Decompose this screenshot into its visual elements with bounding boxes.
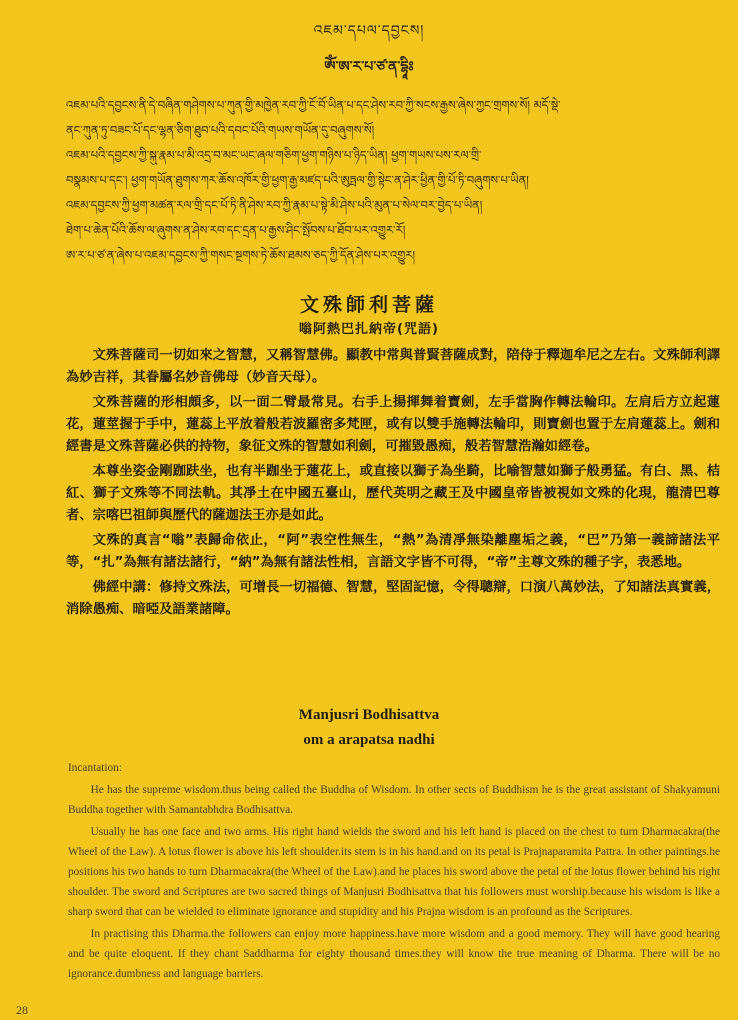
- english-title: Manjusri Bodhisattva: [298, 707, 440, 723]
- tibetan-mantra: ཨོཾ་ཨ་ར་པ་ཙ་ན་དྷཱིཿ: [324, 59, 414, 75]
- chinese-text-block: [66, 345, 720, 624]
- chinese-paragraph: 文殊菩薩司一切如來之智慧，又稱智慧佛。顯教中常與普賢菩薩成對，陪侍于釋迦牟尼之左右。文殊師利譯為妙吉祥，其眷屬名妙音佛母（妙音天母）。: [66, 348, 720, 385]
- english-text-block: [68, 758, 720, 986]
- tibetan-line: འཇམ་པའི་དབྱངས་ཀྱི་སྐུ་རྣམ་པ་མི་འདྲ་བ་མང་ཡང་ཞལ་གཅིག་ཕྱག་གཉིས་པ་ཉིད་ཡིན། ཕྱག་གཡས་པས་རལ་གྲི་: [66, 148, 482, 162]
- page-number: 28: [16, 1003, 28, 1017]
- tibetan-line: བསྣམས་པ་དང་། ཕྱག་གཡོན་ཐུགས་ཀར་ཆོས་འཁོར་གྱི་ཕྱག་རྒྱ་མཛད་པའི་ཨུཏྤལ་གྱི་སྟེང་ན་ཤེར་ཕྱིན་གྱི་པོ་ཏི་བཞུགས་པ་ཡིན།: [66, 173, 529, 187]
- english-paragraph: Usually he has one face and two arms. His right hand wields the sword and his left hand is placed on the chest to turn Dharmacakra(the Wheel of the Law). A lotus flower is above his left shoulder.its stem is in his hand.and on its petal is Prajnaparamita Pattra. In other paintings.he positions his two hands to turn Dharmacakra(the Wheel of the Law).and he places his sword above the petal of the lotus flower behind his right shoulder. The sword and Scriptures are two sacred things of Manjusri Bodhisattva that his followers must worship.because his wisdom is like a sharp sword that can be wielded to eliminate ignorance and stupidity and his Prajna wisdom is an profound as the Scriptures.: [68, 826, 720, 918]
- tibetan-line: ནང་ཀུན་ཏུ་བཟང་པོ་དང་ལྷན་ཅིག་ཐུབ་པའི་དབང་པོའི་གཡས་གཡོན་དུ་བཞུགས་སོ།: [66, 123, 375, 137]
- english-paragraph: In practising this Dharma.the followers can enjoy more happiness.have more wisdom and a good memory. They will have good hearing and be quite eloquent. If they chant Saddharma for eighty thousand times.they will know the true meaning of Dharma. There will be no ignorance.dumbness and language barriers.: [68, 928, 720, 980]
- tibetan-title: འཇམ་དཔལ་དབྱངས།: [313, 23, 425, 39]
- chinese-paragraph: 文殊菩薩的形相頗多，以一面二臂最常見。右手上揚揮舞着寶劍，左手當胸作轉法輪印。左肩后方立起蓮花，蓮莖握于手中，蓮蕊上平放着般若波羅密多梵匣，或有以雙手施轉法輪印，則寶劍也置于左肩蓮蕊上。劍和經書是文殊菩薩必供的持物，象征文殊的智慧如利劍，可摧毀愚痴，般若智慧浩瀚如經卷。: [66, 395, 720, 454]
- chinese-title: 文殊師利菩薩: [299, 294, 438, 316]
- tibetan-line: ཨ་ར་པ་ཙ་ན་ཞེས་པ་འཇམ་དབྱངས་ཀྱི་གསང་སྔགས་ཏེ་ཆོས་ཐམས་ཅད་ཀྱི་དོན་ཤེས་པར་འགྱུར།: [66, 248, 416, 262]
- english-mantra: om a arapatsa nadhi: [303, 732, 435, 748]
- chinese-paragraph: 本尊坐姿金剛跏趺坐，也有半跏坐于蓮花上，或直接以獅子為坐騎，比喻智慧如獅子般勇猛。有白、黑、桔紅、獅子文殊等不同法軌。其凈土在中國五臺山，歷代英明之藏王及中國皇帝皆被視如文殊的化現，龍清巴尊者、宗喀巴祖師與歷代的薩迦法王亦是如此。: [66, 464, 720, 523]
- tibetan-line: འཇམ་དབྱངས་ཀྱི་ཕྱག་མཚན་རལ་གྲི་དང་པོ་ཏི་ནི་ཤེས་རབ་ཀྱི་རྣམ་པ་སྟེ་མི་ཤེས་པའི་མུན་པ་སེལ་བར་བྱེད་པ་ཡིན།: [66, 198, 483, 212]
- english-label: Incantation:: [68, 762, 122, 774]
- tibetan-line: འཇམ་པའི་དབྱངས་ནི་དེ་བཞིན་གཤེགས་པ་ཀུན་གྱི་མཁྱེན་རབ་ཀྱི་ངོ་བོ་ཡིན་པ་དང་ཤེས་རབ་ཀྱི་སངས་རྒྱས་ཞེས་ཀྱང་གྲགས་སོ། མདོ་སྡེ་: [66, 98, 561, 112]
- tibetan-text-block: [66, 96, 716, 271]
- english-paragraph: He has the supreme wisdom.thus being called the Buddha of Wisdom. In other sects of Buddhism he is the great assistant of Shakyamuni Buddha together with Samantabhdra Bodhisattva.: [68, 784, 720, 816]
- chinese-paragraph: 文殊的真言“嗡”表歸命依止，“阿”表空性無生，“熱”為清凈無染離塵垢之義，“巴”乃第一義諦諸法平等，“扎”為無有諸法諸行，“納”為無有諸法性相，言語文字皆不可得，“帝”主尊文殊的種子字，表悉地。: [66, 533, 720, 570]
- chinese-paragraph: 佛經中講：修持文殊法，可增長一切福德、智慧，堅固記憶，令得聰辯，口演八萬妙法，了知諸法真實義，消除愚痴、暗啞及語業諸障。: [66, 580, 720, 617]
- chinese-mantra: 嗡阿熱巴扎納帝(咒語): [299, 322, 439, 337]
- tibetan-line: ཐེག་པ་ཆེན་པོའི་ཆོས་ལ་ཞུགས་ན་ཤེས་རབ་དང་དྲན་པ་རྒྱས་ཤིང་སྤོབས་པ་ཐོབ་པར་འགྱུར་རོ།: [66, 223, 406, 237]
